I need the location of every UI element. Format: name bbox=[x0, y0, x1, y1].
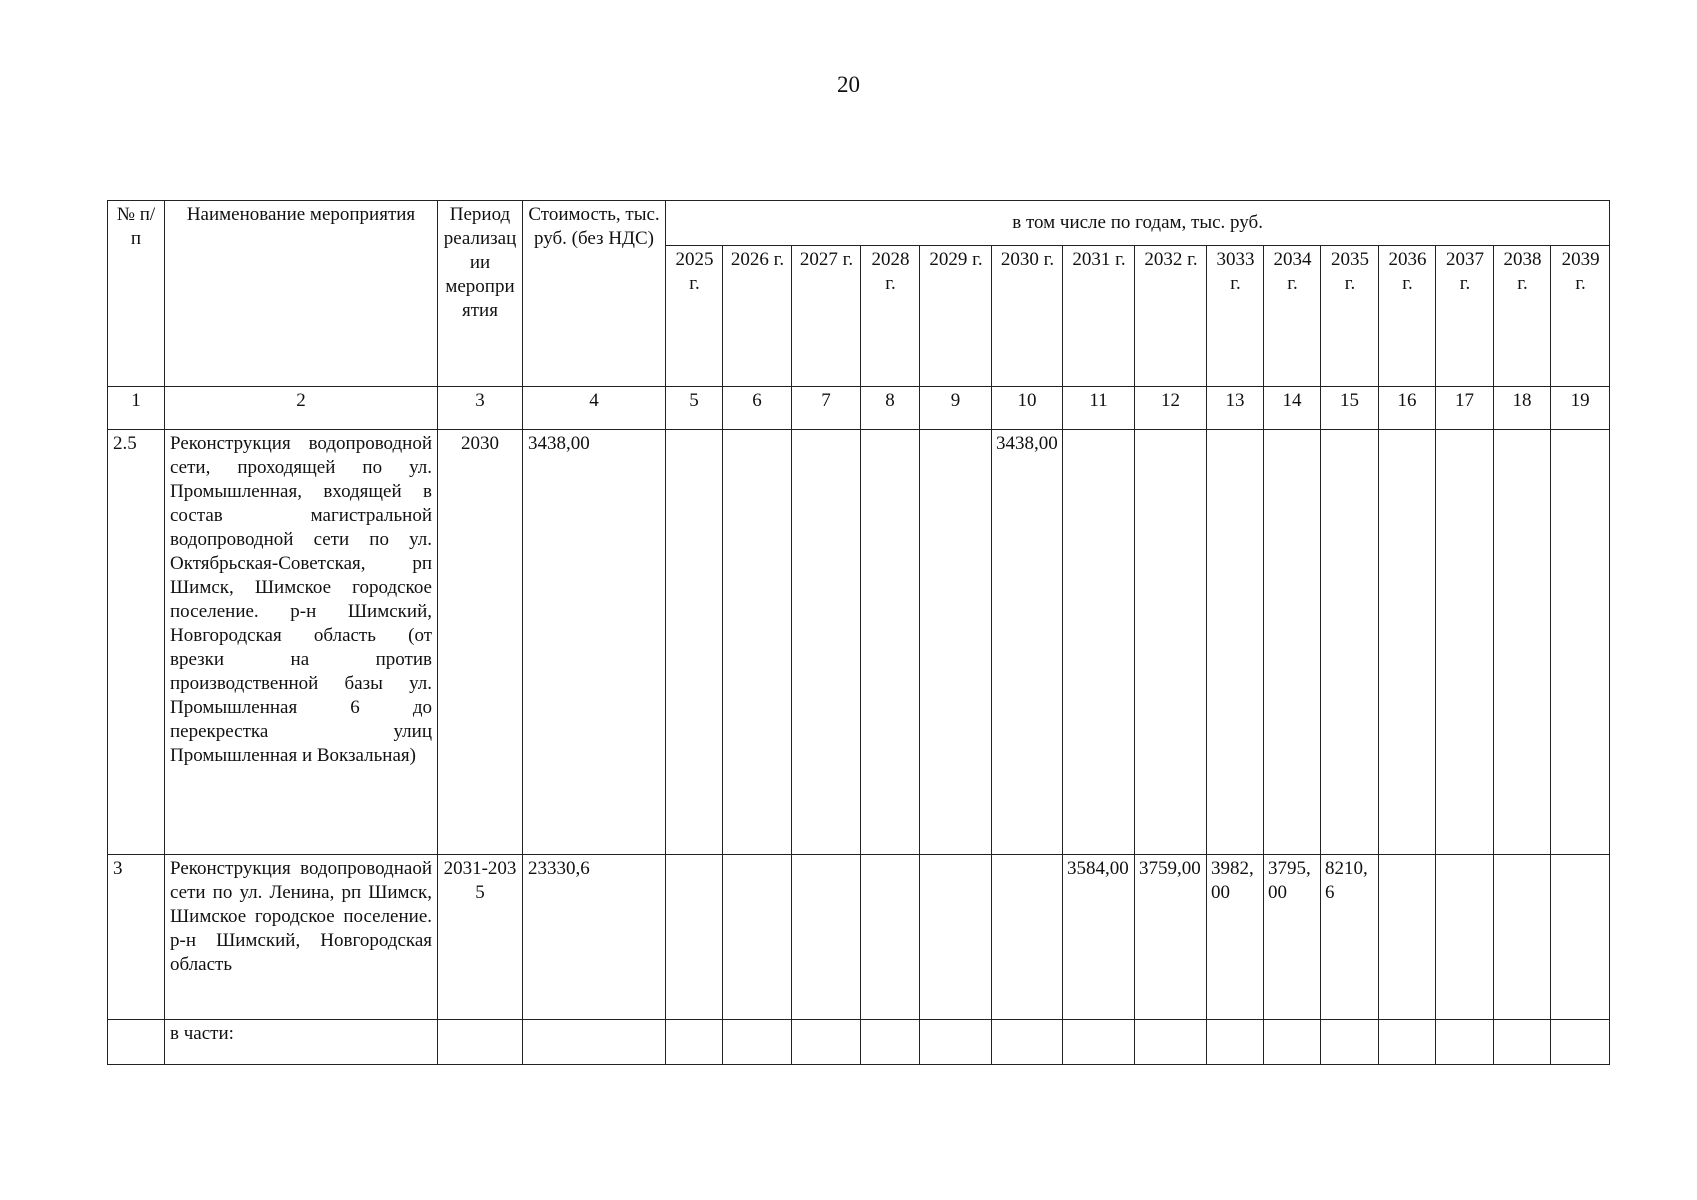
column-number: 10 bbox=[992, 387, 1063, 430]
year-value-cell bbox=[792, 1020, 861, 1065]
column-number: 4 bbox=[523, 387, 666, 430]
year-value-cell: 3795,00 bbox=[1264, 855, 1321, 1020]
year-value-cell: 8210,6 bbox=[1321, 855, 1379, 1020]
year-value-cell bbox=[1063, 430, 1135, 855]
cost-cell: 23330,6 bbox=[523, 855, 666, 1020]
year-value-cell bbox=[1494, 1020, 1551, 1065]
row-number: 3 bbox=[108, 855, 165, 1020]
column-number: 11 bbox=[1063, 387, 1135, 430]
year-value-cell bbox=[1321, 1020, 1379, 1065]
year-value-cell bbox=[1135, 1020, 1207, 1065]
measure-name: Реконструкция водопроводнаой сети по ул. Ленина, рп Шимск, Шимское городское поселение. р-н Шимский, Новгородская область bbox=[165, 855, 438, 1020]
row-number bbox=[108, 1020, 165, 1065]
column-number: 12 bbox=[1135, 387, 1207, 430]
header-year: 2037 г. bbox=[1436, 246, 1494, 387]
column-number: 14 bbox=[1264, 387, 1321, 430]
year-value-cell bbox=[1494, 430, 1551, 855]
year-value-cell bbox=[1207, 1020, 1264, 1065]
year-value-cell bbox=[1264, 1020, 1321, 1065]
year-value-cell bbox=[920, 1020, 992, 1065]
header-year: 3033 г. bbox=[1207, 246, 1264, 387]
header-num: № п/п bbox=[108, 201, 165, 387]
year-value-cell bbox=[1264, 430, 1321, 855]
year-value-cell bbox=[1379, 1020, 1436, 1065]
year-value-cell bbox=[861, 855, 920, 1020]
header-year: 2026 г. bbox=[723, 246, 792, 387]
header-year: 2027 г. bbox=[792, 246, 861, 387]
header-period: Период реализации мероприятия bbox=[438, 201, 523, 387]
year-value-cell: 3982,00 bbox=[1207, 855, 1264, 1020]
investment-table bbox=[107, 200, 1610, 1065]
year-value-cell bbox=[1379, 430, 1436, 855]
header-name: Наименование мероприятия bbox=[165, 201, 438, 387]
column-number: 6 bbox=[723, 387, 792, 430]
column-number: 18 bbox=[1494, 387, 1551, 430]
table-row bbox=[108, 855, 1610, 1020]
measure-name: в части: bbox=[165, 1020, 438, 1065]
header-by-years: в том числе по годам, тыс. руб. bbox=[666, 201, 1610, 246]
column-number-row bbox=[108, 387, 1610, 430]
column-number: 9 bbox=[920, 387, 992, 430]
column-number: 2 bbox=[165, 387, 438, 430]
header-year: 2032 г. bbox=[1135, 246, 1207, 387]
measure-name: Реконструкция водопроводной сети, проходящей по ул. Промышленная, входящей в состав магистральной водопроводной сети по ул. Октябрьская-Советская, рп Шимск, Шимское городское поселение. р-н Шимский, Новгородская область (от врезки на против производственной базы ул. Промышленная 6 до перекрестка улиц Промышленная и Вокзальная) bbox=[165, 430, 438, 855]
header-year: 2036 г. bbox=[1379, 246, 1436, 387]
header-year: 2028 г. bbox=[861, 246, 920, 387]
cost-cell bbox=[523, 1020, 666, 1065]
year-value-cell bbox=[666, 430, 723, 855]
year-value-cell bbox=[861, 430, 920, 855]
year-value-cell bbox=[1207, 430, 1264, 855]
period-cell: 2030 bbox=[438, 430, 523, 855]
year-value-cell: 3584,00 bbox=[1063, 855, 1135, 1020]
year-value-cell bbox=[723, 1020, 792, 1065]
year-value-cell: 3438,00 bbox=[992, 430, 1063, 855]
year-value-cell bbox=[920, 430, 992, 855]
year-value-cell bbox=[920, 855, 992, 1020]
period-cell: 2031-2035 bbox=[438, 855, 523, 1020]
column-number: 8 bbox=[861, 387, 920, 430]
column-number: 13 bbox=[1207, 387, 1264, 430]
column-number: 1 bbox=[108, 387, 165, 430]
year-value-cell bbox=[992, 1020, 1063, 1065]
year-value-cell bbox=[792, 430, 861, 855]
header-year: 2038 г. bbox=[1494, 246, 1551, 387]
header-year: 2031 г. bbox=[1063, 246, 1135, 387]
column-number: 3 bbox=[438, 387, 523, 430]
year-value-cell bbox=[1436, 430, 1494, 855]
cost-cell: 3438,00 bbox=[523, 430, 666, 855]
table-row bbox=[108, 1020, 1610, 1065]
year-value-cell bbox=[1063, 1020, 1135, 1065]
period-cell bbox=[438, 1020, 523, 1065]
year-value-cell bbox=[1135, 430, 1207, 855]
year-value-cell bbox=[1494, 855, 1551, 1020]
header-year: 2025 г. bbox=[666, 246, 723, 387]
year-value-cell bbox=[1436, 1020, 1494, 1065]
page-number: 20 bbox=[837, 72, 860, 97]
year-value-cell bbox=[792, 855, 861, 1020]
year-value-cell bbox=[992, 855, 1063, 1020]
year-value-cell bbox=[1379, 855, 1436, 1020]
column-number: 15 bbox=[1321, 387, 1379, 430]
year-value-cell bbox=[861, 1020, 920, 1065]
year-value-cell bbox=[1551, 430, 1610, 855]
column-number: 16 bbox=[1379, 387, 1436, 430]
header-year: 2034 г. bbox=[1264, 246, 1321, 387]
year-value-cell bbox=[1321, 430, 1379, 855]
year-value-cell bbox=[723, 855, 792, 1020]
header-year: 2039 г. bbox=[1551, 246, 1610, 387]
table-row bbox=[108, 430, 1610, 855]
year-value-cell bbox=[1551, 855, 1610, 1020]
year-value-cell bbox=[666, 1020, 723, 1065]
year-value-cell bbox=[723, 430, 792, 855]
year-value-cell: 3759,00 bbox=[1135, 855, 1207, 1020]
header-year: 2029 г. bbox=[920, 246, 992, 387]
year-value-cell bbox=[1551, 1020, 1610, 1065]
column-number: 19 bbox=[1551, 387, 1610, 430]
year-value-cell bbox=[1436, 855, 1494, 1020]
column-number: 7 bbox=[792, 387, 861, 430]
header-year: 2030 г. bbox=[992, 246, 1063, 387]
column-number: 17 bbox=[1436, 387, 1494, 430]
row-number: 2.5 bbox=[108, 430, 165, 855]
header-year: 2035 г. bbox=[1321, 246, 1379, 387]
year-value-cell bbox=[666, 855, 723, 1020]
header-cost: Стоимость, тыс. руб. (без НДС) bbox=[523, 201, 666, 387]
column-number: 5 bbox=[666, 387, 723, 430]
